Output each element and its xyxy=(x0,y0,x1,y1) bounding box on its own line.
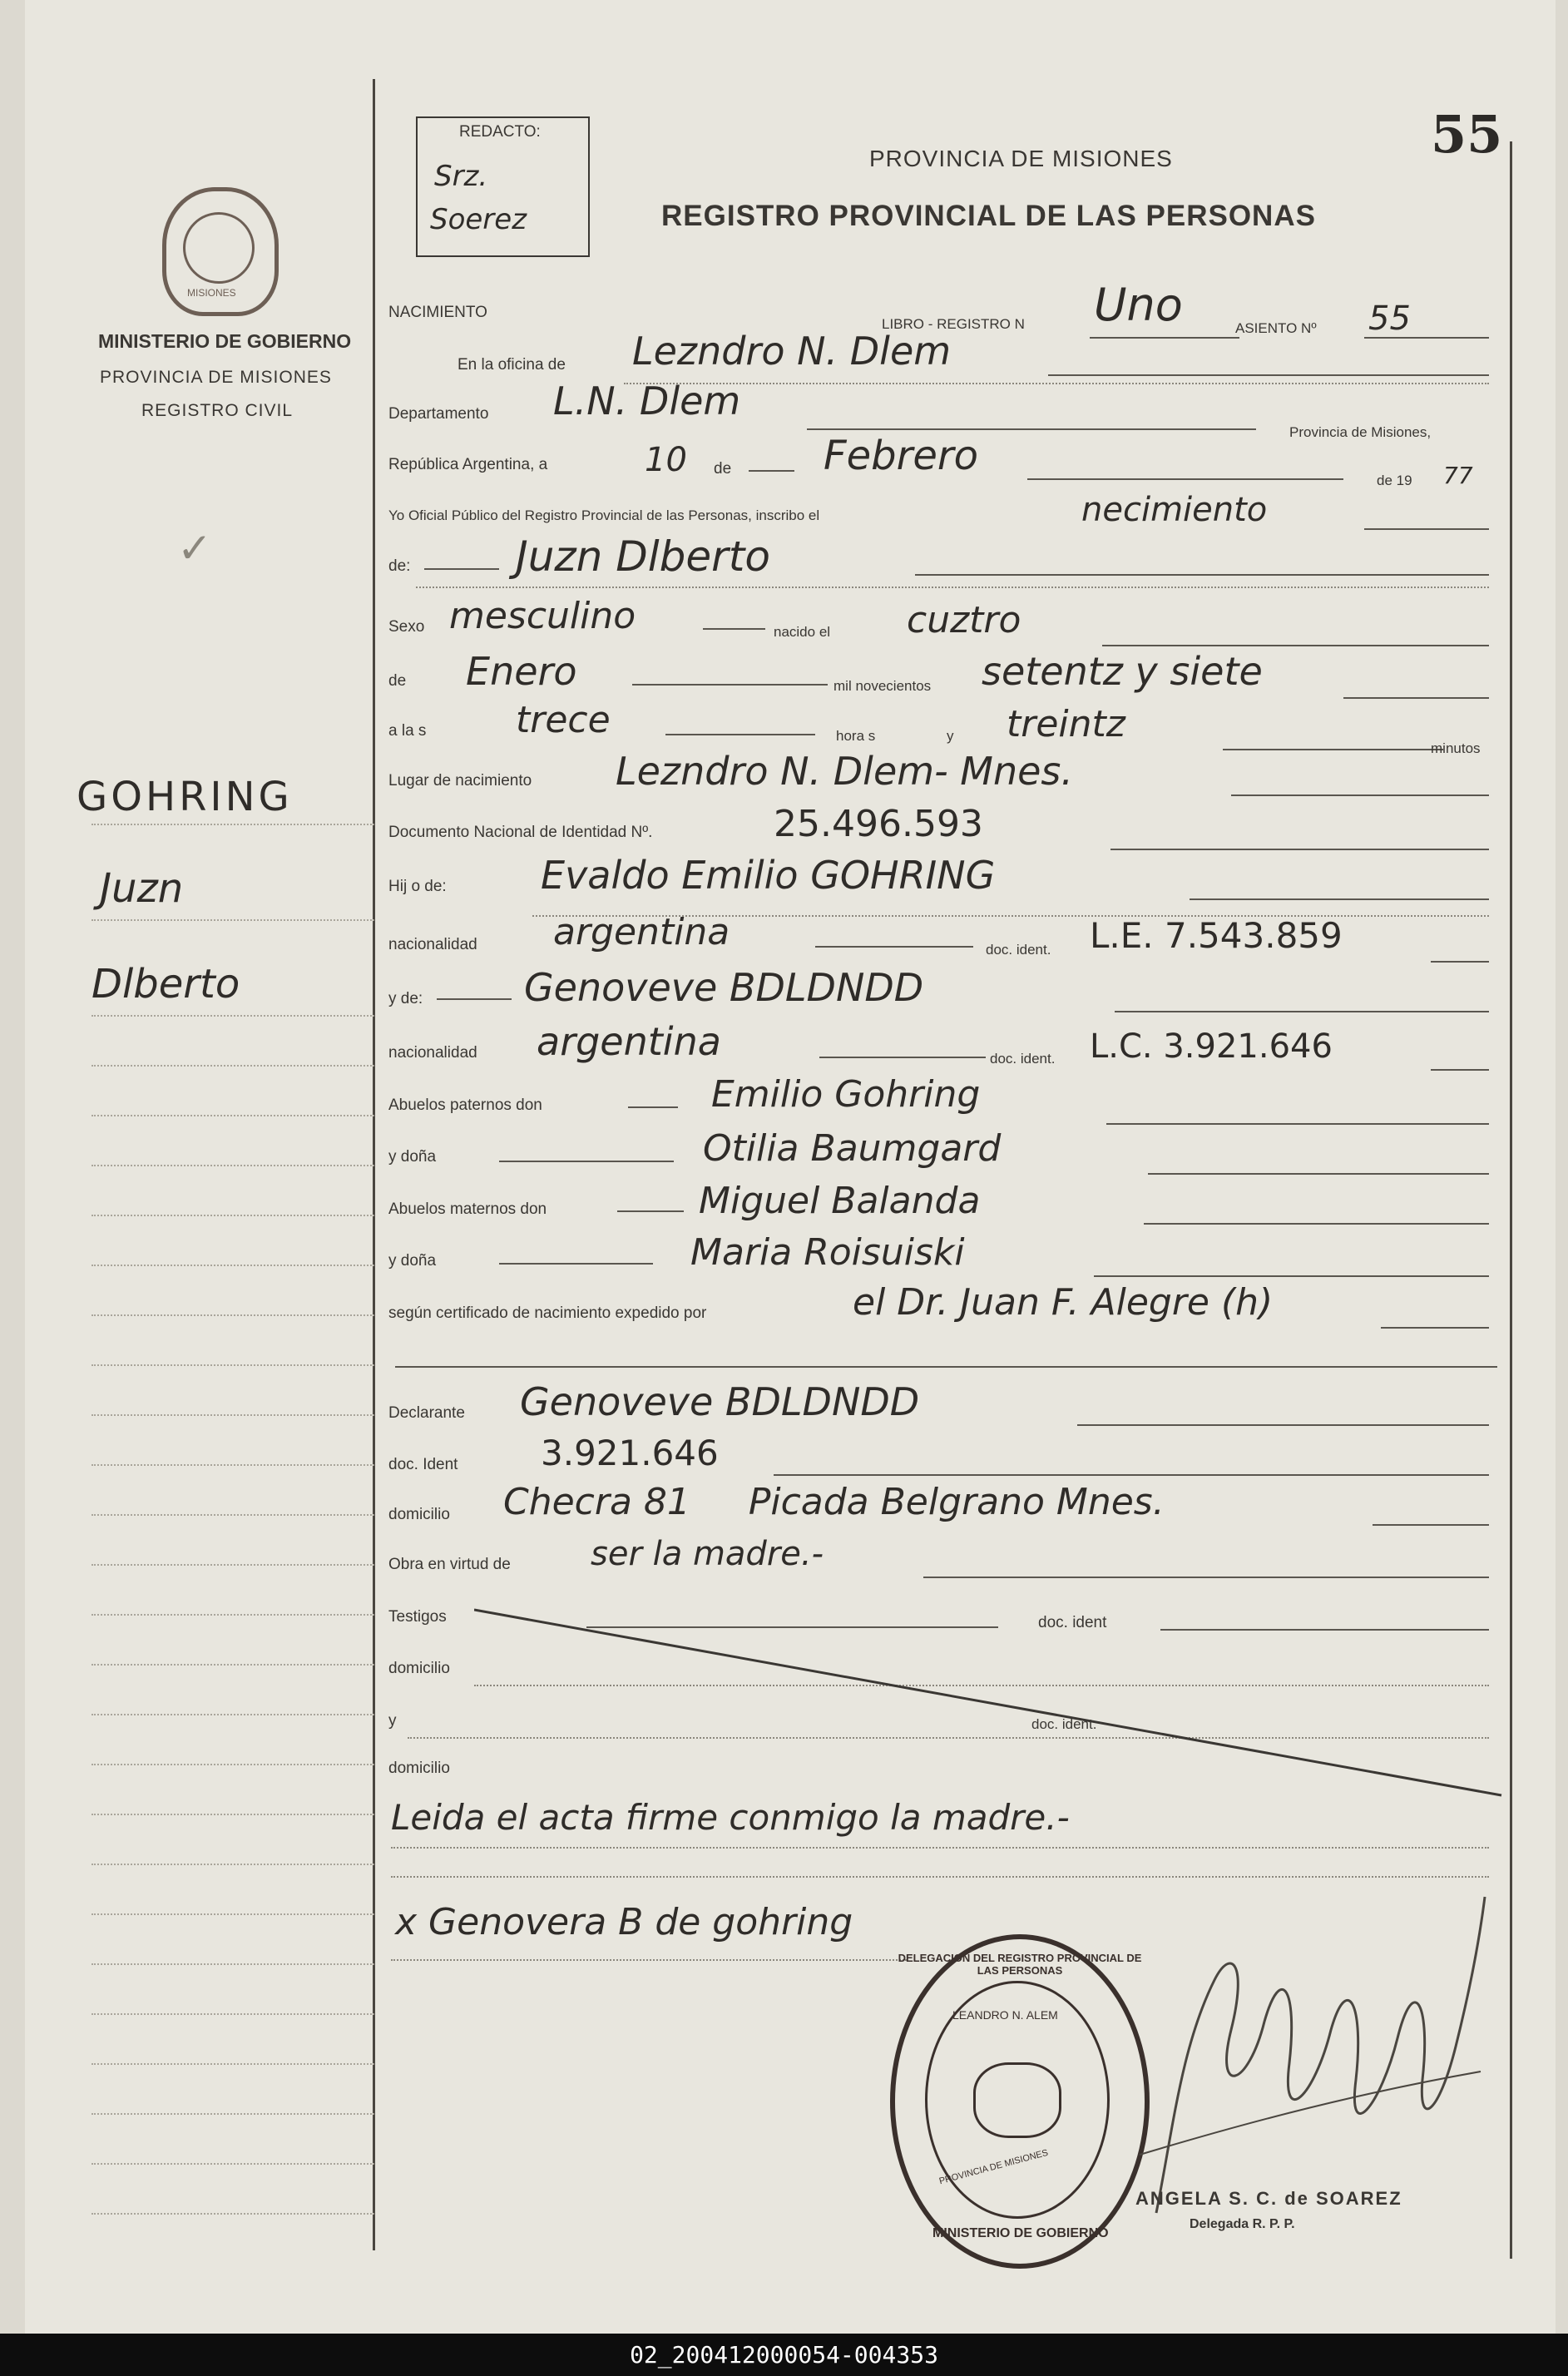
margin-rule xyxy=(92,1714,374,1715)
certificado-value: el Dr. Juan F. Alegre (h) xyxy=(853,1281,1274,1324)
nombre-dots xyxy=(416,587,1489,588)
nacido-value: cuztro xyxy=(907,599,1021,641)
margin-rule xyxy=(92,1814,374,1815)
margin-name-2: Dlberto xyxy=(92,961,240,1007)
margin-name-1: Juzn xyxy=(100,865,184,912)
margin-rule xyxy=(92,1265,374,1266)
declarante-doc-line xyxy=(774,1474,1489,1476)
leida-dots-2 xyxy=(391,1876,1489,1878)
madre-nac-value: argentina xyxy=(537,1019,721,1064)
mes-value: Febrero xyxy=(824,433,978,479)
abuela-pat-line xyxy=(1148,1173,1489,1175)
right-border-line xyxy=(1510,141,1512,2259)
obra-value: ser la madre.- xyxy=(591,1535,824,1573)
horas-value: trece xyxy=(516,699,611,741)
margin-surname: GOHRING xyxy=(77,774,293,820)
oficial-line xyxy=(1364,528,1489,530)
margin-rule xyxy=(92,2213,374,2215)
abuelo-mat-line xyxy=(1144,1223,1489,1225)
declarante-doc-value: 3.921.646 xyxy=(541,1433,719,1473)
sexo-value: mesculino xyxy=(449,595,636,637)
page-number: 55 xyxy=(1431,104,1503,165)
seal-text: MISIONES xyxy=(187,287,236,299)
nombre-line xyxy=(915,574,1489,576)
obra-line xyxy=(923,1577,1489,1578)
mil-label: mil novecientos xyxy=(833,678,932,694)
lugar-label: Lugar de nacimiento xyxy=(388,772,532,790)
de-nombre-label: de: xyxy=(388,557,411,575)
domicilio-value: Checra 81 Picada Belgrano Mnes. xyxy=(503,1481,1165,1523)
minutos-line xyxy=(1223,749,1443,750)
check-mark: ✓ xyxy=(177,525,212,572)
margin-rule xyxy=(92,1015,374,1017)
madre-value: Genoveve BDLDNDD xyxy=(524,965,924,1010)
alas-label: a la s xyxy=(388,722,427,740)
document-page xyxy=(25,0,1556,2334)
madre-doc-line xyxy=(1431,1069,1489,1071)
oficina-label: En la oficina de xyxy=(458,356,566,374)
margin-rule xyxy=(92,1065,374,1067)
doc-ident2-label: doc. ident. xyxy=(1031,1716,1097,1732)
lugar-value: Lezndro N. Dlem- Mnes. xyxy=(616,749,1074,794)
declarante-label: Declarante xyxy=(388,1404,465,1422)
padre-nac-line xyxy=(815,946,973,948)
registry-stamp xyxy=(890,1934,1150,2269)
stamp-inner-ring xyxy=(925,1981,1110,2219)
asiento-line xyxy=(1364,337,1489,339)
certificado-label: según certificado de nacimiento expedido por xyxy=(388,1304,707,1322)
de-label: de xyxy=(714,460,732,478)
margin-rule xyxy=(92,1564,374,1566)
mes-line xyxy=(1027,478,1343,480)
abuelos-pat-label: Abuelos paternos don xyxy=(388,1096,542,1114)
obra-label: Obra en virtud de xyxy=(388,1556,511,1573)
redacto-label: REDACTO: xyxy=(459,123,541,141)
libro-value: Uno xyxy=(1094,279,1183,331)
padre-line xyxy=(1190,898,1489,900)
padre-doc-value: L.E. 7.543.859 xyxy=(1090,915,1343,956)
horas-line xyxy=(665,734,815,735)
nacido-label: nacido el xyxy=(774,624,831,640)
y-label: y xyxy=(947,728,954,744)
margin-rule xyxy=(92,919,374,921)
libro-line xyxy=(1090,337,1239,339)
official-name: ANGELA S. C. de SOAREZ xyxy=(1135,2188,1402,2209)
yde-label: y de: xyxy=(388,990,423,1007)
margin-rule xyxy=(92,1464,374,1466)
republica-label: República Argentina, a xyxy=(388,456,548,473)
ydona-pat-dash xyxy=(499,1161,674,1162)
margin-rule xyxy=(92,1864,374,1865)
departamento-line xyxy=(807,428,1256,430)
padre-value: Evaldo Emilio GOHRING xyxy=(541,853,996,898)
y2-label: y xyxy=(388,1712,397,1730)
margin-rule xyxy=(92,1364,374,1366)
domicilio-line xyxy=(1373,1524,1489,1526)
asiento-label: ASIENTO Nº xyxy=(1235,320,1317,336)
nacido-line xyxy=(1102,645,1489,646)
sexo-label: Sexo xyxy=(388,618,425,636)
section-label: NACIMIENTO xyxy=(388,304,487,321)
horas-label: hora s xyxy=(836,728,876,744)
certificado-line xyxy=(1381,1327,1489,1329)
margin-rule xyxy=(92,2013,374,2015)
abuelo-pat-value: Emilio Gohring xyxy=(711,1073,981,1116)
file-label: 02_200412000054-004353 xyxy=(630,2341,938,2369)
de2-label: de xyxy=(388,672,407,690)
oficina-value: Lezndro N. Dlem xyxy=(632,329,952,374)
stamp-inner-text: LEANDRO N. ALEM xyxy=(952,2008,1058,2022)
sexo-line xyxy=(703,628,765,630)
madre-line xyxy=(1115,1011,1489,1012)
nac-mes-line xyxy=(632,684,828,686)
abuelos-pat-dash xyxy=(628,1106,678,1108)
leida-value: Leida el acta firme conmigo la madre.- xyxy=(391,1797,1070,1838)
margin-rule xyxy=(92,2063,374,2065)
redacto-box xyxy=(416,116,590,257)
margin-rule xyxy=(92,1664,374,1666)
madre-nac-label: nacionalidad xyxy=(388,1044,477,1062)
abuela-mat-line xyxy=(1094,1275,1489,1277)
padre-doc-label: doc. ident. xyxy=(986,942,1051,958)
nombre-value: Juzn Dlberto xyxy=(516,532,770,581)
padre-nac-label: nacionalidad xyxy=(388,936,477,953)
hijo-label: Hij o de: xyxy=(388,878,447,895)
docident-label: doc. Ident xyxy=(388,1456,458,1473)
margin-rule xyxy=(92,1913,374,1915)
domicilio2-label: domicilio xyxy=(388,1660,450,1677)
margin-rule xyxy=(92,1215,374,1216)
minutos-label: minutos xyxy=(1431,740,1481,756)
declarante-value: Genoveve BDLDNDD xyxy=(520,1379,920,1424)
ministry-seal xyxy=(162,187,279,316)
year-value: 77 xyxy=(1443,462,1473,489)
asiento-value: 55 xyxy=(1368,299,1411,338)
padre-doc-line xyxy=(1431,961,1489,963)
margin-rule xyxy=(92,1614,374,1616)
departamento-label: Departamento xyxy=(388,405,489,423)
minutos-value: treintz xyxy=(1007,703,1125,745)
dni-value: 25.496.593 xyxy=(774,803,983,845)
ministry-line3: REGISTRO CIVIL xyxy=(141,401,294,420)
margin-rule xyxy=(92,1314,374,1316)
domicilio-label: domicilio xyxy=(388,1506,450,1523)
ydona-mat-label: y doña xyxy=(388,1252,437,1270)
margin-rule xyxy=(92,2163,374,2165)
de-dash xyxy=(749,470,794,472)
abuelo-pat-line xyxy=(1106,1123,1489,1125)
libro-label: LIBRO - REGISTRO N xyxy=(882,316,1025,332)
oficina-line xyxy=(1048,374,1489,376)
stamp-bottom-text: MINISTERIO DE GOBIERNO xyxy=(932,2226,1109,2240)
madre-doc-value: L.C. 3.921.646 xyxy=(1090,1027,1333,1066)
registry-title: REGISTRO PROVINCIAL DE LAS PERSONAS xyxy=(661,200,1316,232)
departamento-value: L.N. Dlem xyxy=(553,379,741,423)
dni-label: Documento Nacional de Identidad Nº. xyxy=(388,824,653,841)
dni-line xyxy=(1110,849,1489,850)
ydona-pat-label: y doña xyxy=(388,1148,437,1166)
margin-rule xyxy=(92,2113,374,2115)
madre-doc-label: doc. ident. xyxy=(990,1051,1056,1067)
firma-dots xyxy=(391,1959,907,1961)
abuela-mat-value: Maria Roisuiski xyxy=(690,1231,965,1274)
ydona-mat-dash xyxy=(499,1263,653,1265)
abuelos-mat-label: Abuelos maternos don xyxy=(388,1200,547,1218)
margin-rule xyxy=(92,1414,374,1416)
testigos-doc-label: doc. ident xyxy=(1038,1614,1107,1631)
certificado-line-2 xyxy=(395,1366,1497,1368)
year-label: de 19 xyxy=(1377,473,1412,488)
nac-mes-value: Enero xyxy=(466,649,577,694)
ministry-line1: MINISTERIO DE GOBIERNO xyxy=(98,330,352,352)
domicilio3-label: domicilio xyxy=(388,1760,450,1777)
margin-rule xyxy=(92,824,374,825)
abuela-pat-value: Otilia Baumgard xyxy=(703,1127,1002,1170)
lugar-line xyxy=(1231,794,1489,796)
oficial-value: necimiento xyxy=(1081,491,1268,529)
padre-nac-value: argentina xyxy=(553,911,730,953)
ministry-line2: PROVINCIA DE MISIONES xyxy=(100,368,332,387)
margin-rule xyxy=(92,1165,374,1166)
oficial-label: Yo Oficial Público del Registro Provincial de las Personas, inscribo el xyxy=(388,507,820,523)
mil-value: setentz y siete xyxy=(982,649,1263,694)
margin-rule xyxy=(92,1963,374,1965)
firma-value: x Genovera B de gohring xyxy=(395,1901,853,1943)
stamp-inner-bottom: PROVINCIA DE MISIONES xyxy=(937,2147,1050,2187)
province-header: PROVINCIA DE MISIONES xyxy=(869,146,1173,171)
nombre-dash xyxy=(424,568,499,570)
official-signature xyxy=(1123,1880,1489,2238)
stamp-ring-text: DELEGACION DEL REGISTRO PROVINCIAL DE LAS PERSONAS xyxy=(898,1952,1142,1977)
abuelo-mat-value: Miguel Balanda xyxy=(699,1180,981,1222)
redacto-value-line2: Soerez xyxy=(430,203,527,236)
testigos-label: Testigos xyxy=(388,1608,447,1626)
yde-dash xyxy=(437,998,512,1000)
margin-rule xyxy=(92,1115,374,1116)
declarante-line xyxy=(1077,1424,1489,1426)
file-label-bar xyxy=(0,2334,1568,2376)
leida-dots xyxy=(391,1847,1489,1849)
abuelos-mat-dash xyxy=(617,1210,684,1212)
oficina-dots xyxy=(624,383,1489,384)
seal-inner-circle xyxy=(183,212,255,284)
madre-nac-line xyxy=(819,1057,986,1058)
cross-out-line xyxy=(474,1606,1506,1801)
margin-rule xyxy=(92,1514,374,1516)
dia-value: 10 xyxy=(645,441,687,479)
provincia-label: Provincia de Misiones, xyxy=(1289,424,1432,440)
redacto-value-line1: Srz. xyxy=(434,160,488,193)
margin-rule xyxy=(92,1764,374,1765)
stamp-emblem xyxy=(973,2062,1061,2138)
official-title: Delegada R. P. P. xyxy=(1190,2217,1295,2231)
mil-line xyxy=(1343,697,1489,699)
